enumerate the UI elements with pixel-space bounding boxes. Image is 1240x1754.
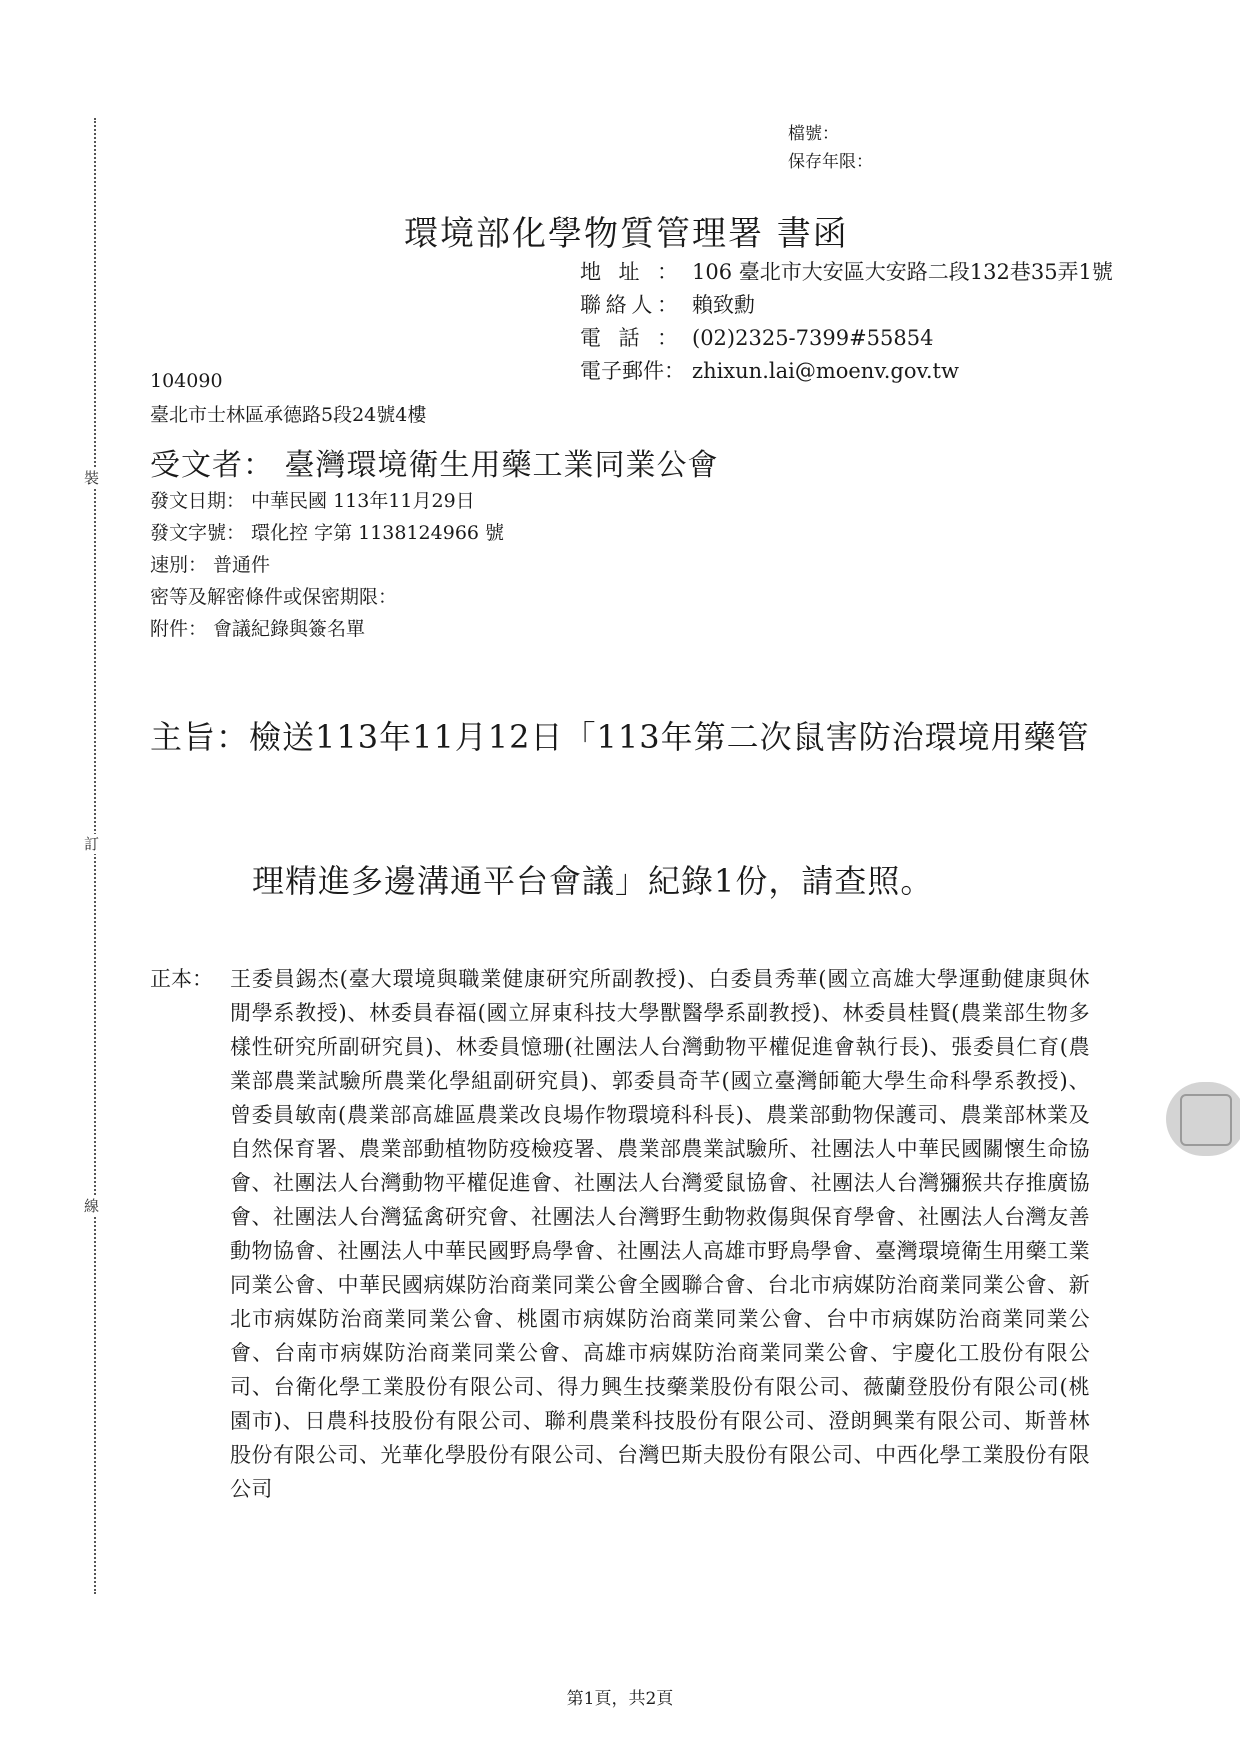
document-title: 環境部化學物質管理署 書函 [404,214,849,254]
subject-line-1: 主旨：檢送113年11月12日「113年第二次鼠害防治環境用藥管 [150,718,1090,756]
attachment: 附件： 會議紀錄與簽名單 [150,618,366,640]
sender-address-value: 106 臺北市大安區大安路二段132巷35弄1號 [692,260,1113,284]
recipient-address: 臺北市士林區承德路5段24號4樓 [150,404,427,426]
binding-mark-xian: 線 [84,1197,100,1215]
sender-address [580,256,1113,289]
issue-date: 發文日期： 中華民國 113年11月29日 [150,490,475,512]
recipient: 受文者： 臺灣環境衛生用藥工業同業公會 [150,448,719,483]
delivery-speed: 速別： 普通件 [150,554,271,576]
cc-section [150,962,1090,1506]
file-number: 檔號： [788,124,839,144]
sender-email-value: zhixun.lai@moenv.gov.tw [692,359,959,383]
sender-phone-value: (02)2325-7399#55854 [692,326,934,350]
retention-period: 保存年限： [788,152,873,172]
document-number: 發文字號： 環化控 字第 1138124966 號 [150,522,505,544]
sender-phone-label: 電話： [580,326,678,350]
sender-email [580,355,959,388]
cc-label: 正本： [150,967,213,991]
recipient-zip: 104090 [150,370,223,392]
binding-mark-ding: 訂 [84,835,100,853]
binding-line [94,118,96,1594]
seal-stamp [1166,1082,1240,1156]
page-number: 第1頁，共2頁 [566,1689,674,1709]
sender-contact-label: 聯絡人： [580,293,678,317]
binding-mark-zhuang: 裝 [84,469,100,487]
sender-contact [580,289,755,322]
sender-contact-value: 賴致勳 [692,293,755,317]
cc-recipients: 王委員錫杰(臺大環境與職業健康研究所副教授)、白委員秀華(國立高雄大學運動健康與休閒學系教授)、林委員春福(國立屏東科技大學獸醫學系副教授)、林委員桂賢(農業部生物多樣性研究所副研究員)、林委員憶珊(社團法人台灣動物平權促進會執行長)、張委員仁育(農業部農業試驗所農業化學組副研究員)、郭委員奇芊(國立臺灣師範大學生命科學系教授)、曾委員敏南(農業部高雄區農業改良場作物環境科科長)、農業部動物保護司、農業部林業及自然保育署、農業部動植物防疫檢疫署、農業部農業試驗所、社團法人中華民國關懷生命協會、社團法人台灣動物平權促進會、社團法人台灣愛鼠協會、社團法人台灣獼猴共存推廣協會、社團法人台灣猛禽研究會、社團法人台灣野生動物救傷與保育學會、社團法人台灣友善動物協會、社團法人中華民國野鳥學會、社團法人高雄市野鳥學會、臺灣環境衛生用藥工業同業公會、中華民國病媒防治商業同業公會全國聯合會、台北市病媒防治商業同業公會、新北市病媒防治商業同業公會、桃園市病媒防治商業同業公會、台中市病媒防治商業同業公會、台南市病媒防治商業同業公會、高雄市病媒防治商業同業公會、宇慶化工股份有限公司、台衛化學工業股份有限公司、得力興生技藥業股份有限公司、薇蘭登股份有限公司(桃園市)、日農科技股份有限公司、聯利農業科技股份有限公司、澄朗興業有限公司、斯普林股份有限公司、光華化學股份有限公司、台灣巴斯夫股份有限公司、中西化學工業股份有限公司 [230,967,1090,1501]
sender-phone [580,322,934,355]
subject-line-2: 理精進多邊溝通平台會議」紀錄1份，請查照。 [252,862,934,900]
sender-address-label: 地址： [580,260,678,284]
confidentiality: 密等及解密條件或保密期限： [150,586,398,608]
sender-email-label: 電子郵件： [580,359,685,383]
